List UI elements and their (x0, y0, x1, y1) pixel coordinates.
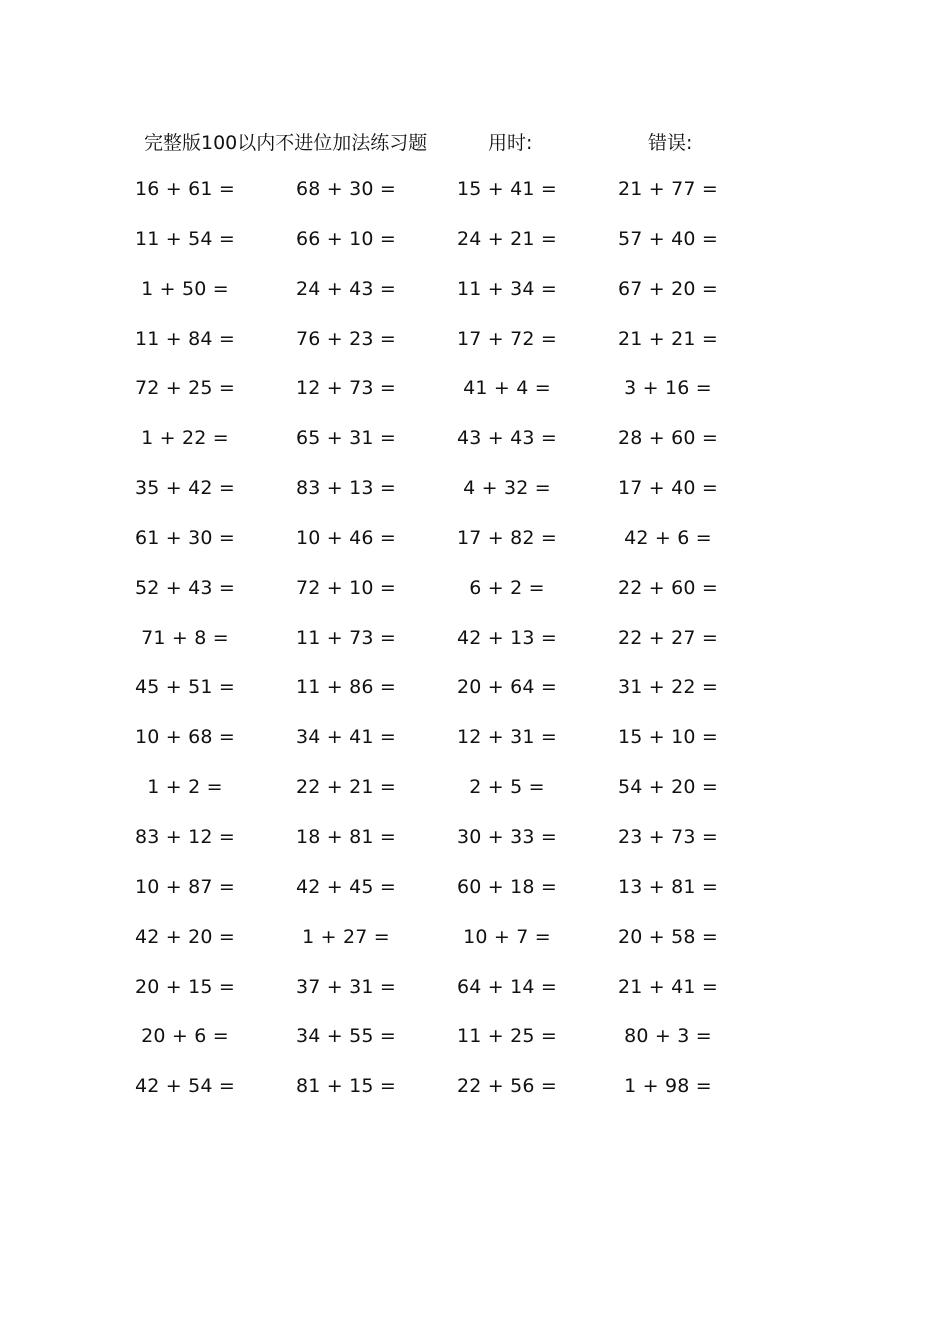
addition-problem: 10 + 68 = (134, 726, 236, 749)
addition-problem: 11 + 25 = (456, 1025, 558, 1048)
addition-problem: 24 + 21 = (456, 227, 558, 250)
addition-problem: 18 + 81 = (295, 825, 397, 848)
problem-row (130, 377, 750, 427)
problem-row (130, 178, 750, 228)
addition-problem: 81 + 15 = (295, 1075, 397, 1098)
addition-problem: 17 + 40 = (617, 477, 719, 500)
problem-row (130, 976, 750, 1026)
addition-problem: 42 + 6 = (624, 526, 712, 549)
problem-row (130, 826, 750, 876)
addition-problem: 34 + 41 = (295, 726, 397, 749)
addition-problem: 30 + 33 = (456, 825, 558, 848)
addition-problem: 1 + 2 = (147, 776, 223, 799)
addition-problem: 17 + 72 = (456, 327, 558, 350)
error-count-label: 错误: (648, 132, 693, 154)
problem-row (130, 627, 750, 677)
problem-grid (130, 178, 750, 1125)
addition-problem: 31 + 22 = (617, 676, 719, 699)
problem-row (130, 1025, 750, 1075)
addition-problem: 52 + 43 = (134, 576, 236, 599)
worksheet-header (0, 128, 950, 156)
addition-problem: 20 + 6 = (141, 1025, 229, 1048)
addition-problem: 11 + 34 = (456, 277, 558, 300)
problem-row (130, 328, 750, 378)
problem-row (130, 776, 750, 826)
addition-problem: 35 + 42 = (134, 477, 236, 500)
addition-problem: 4 + 32 = (463, 477, 551, 500)
addition-problem: 11 + 86 = (295, 676, 397, 699)
addition-problem: 22 + 21 = (295, 776, 397, 799)
addition-problem: 1 + 50 = (141, 277, 229, 300)
problem-row (130, 676, 750, 726)
problem-row (130, 726, 750, 776)
addition-problem: 10 + 87 = (134, 875, 236, 898)
addition-problem: 22 + 27 = (617, 626, 719, 649)
addition-problem: 34 + 55 = (295, 1025, 397, 1048)
addition-problem: 22 + 56 = (456, 1075, 558, 1098)
addition-problem: 57 + 40 = (617, 227, 719, 250)
addition-problem: 20 + 15 = (134, 975, 236, 998)
addition-problem: 65 + 31 = (295, 427, 397, 450)
problem-row (130, 527, 750, 577)
addition-problem: 42 + 13 = (456, 626, 558, 649)
addition-problem: 1 + 98 = (624, 1075, 712, 1098)
addition-problem: 20 + 58 = (617, 925, 719, 948)
addition-problem: 45 + 51 = (134, 676, 236, 699)
addition-problem: 2 + 5 = (469, 776, 545, 799)
problem-row (130, 1075, 750, 1125)
time-used-label: 用时: (488, 132, 533, 154)
addition-problem: 17 + 82 = (456, 526, 558, 549)
worksheet-title: 完整版100以内不进位加法练习题 (144, 132, 428, 154)
addition-problem: 41 + 4 = (463, 377, 551, 400)
addition-problem: 42 + 45 = (295, 875, 397, 898)
addition-problem: 76 + 23 = (295, 327, 397, 350)
addition-problem: 72 + 25 = (134, 377, 236, 400)
addition-problem: 12 + 73 = (295, 377, 397, 400)
addition-problem: 21 + 21 = (617, 327, 719, 350)
addition-problem: 6 + 2 = (469, 576, 545, 599)
addition-problem: 67 + 20 = (617, 277, 719, 300)
problem-row (130, 876, 750, 926)
addition-problem: 15 + 10 = (617, 726, 719, 749)
addition-problem: 1 + 22 = (141, 427, 229, 450)
addition-problem: 1 + 27 = (302, 925, 390, 948)
addition-problem: 68 + 30 = (295, 178, 397, 200)
addition-problem: 21 + 41 = (617, 975, 719, 998)
addition-problem: 80 + 3 = (624, 1025, 712, 1048)
addition-problem: 64 + 14 = (456, 975, 558, 998)
addition-problem: 60 + 18 = (456, 875, 558, 898)
addition-problem: 37 + 31 = (295, 975, 397, 998)
addition-problem: 24 + 43 = (295, 277, 397, 300)
addition-problem: 15 + 41 = (456, 178, 558, 200)
problem-row (130, 477, 750, 527)
addition-problem: 10 + 46 = (295, 526, 397, 549)
addition-problem: 20 + 64 = (456, 676, 558, 699)
addition-problem: 66 + 10 = (295, 227, 397, 250)
addition-problem: 21 + 77 = (617, 178, 719, 200)
addition-problem: 28 + 60 = (617, 427, 719, 450)
addition-problem: 16 + 61 = (134, 178, 236, 200)
addition-problem: 42 + 20 = (134, 925, 236, 948)
addition-problem: 12 + 31 = (456, 726, 558, 749)
addition-problem: 11 + 84 = (134, 327, 236, 350)
addition-problem: 83 + 13 = (295, 477, 397, 500)
problem-row (130, 926, 750, 976)
addition-problem: 43 + 43 = (456, 427, 558, 450)
addition-problem: 11 + 54 = (134, 227, 236, 250)
addition-problem: 61 + 30 = (134, 526, 236, 549)
problem-row (130, 278, 750, 328)
addition-problem: 54 + 20 = (617, 776, 719, 799)
addition-problem: 22 + 60 = (617, 576, 719, 599)
addition-problem: 11 + 73 = (295, 626, 397, 649)
problem-row (130, 228, 750, 278)
addition-problem: 13 + 81 = (617, 875, 719, 898)
problem-row (130, 577, 750, 627)
addition-problem: 10 + 7 = (463, 925, 551, 948)
addition-problem: 3 + 16 = (624, 377, 712, 400)
addition-problem: 71 + 8 = (141, 626, 229, 649)
addition-problem: 42 + 54 = (134, 1075, 236, 1098)
addition-problem: 83 + 12 = (134, 825, 236, 848)
problem-row (130, 427, 750, 477)
addition-problem: 23 + 73 = (617, 825, 719, 848)
addition-problem: 72 + 10 = (295, 576, 397, 599)
